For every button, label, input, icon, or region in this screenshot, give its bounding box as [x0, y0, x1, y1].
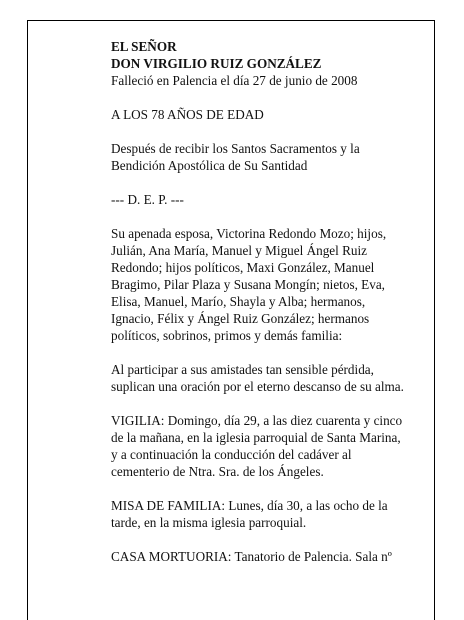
family-line: políticos, sobrinos, primos y demás familia:	[111, 328, 343, 343]
family-line: Redondo; hijos políticos, Maxi González, Manuel	[111, 260, 375, 275]
family-line: Su apenada esposa, Victorina Redondo Mozo; hijos,	[111, 226, 387, 241]
mass-line: MISA DE FAMILIA: Lunes, día 30, a las ocho de la	[111, 498, 388, 513]
family-line: Bragimo, Pilar Plaza y Susana Mongín; nietos, Eva,	[111, 277, 385, 292]
sacraments-line: Bendición Apostólica de Su Santidad	[111, 158, 308, 173]
deceased-name: DON VIRGILIO RUIZ GONZÁLEZ	[111, 56, 322, 71]
vigil-line: de la mañana, en la iglesia parroquial de Santa Marina,	[111, 430, 401, 445]
family-line: Ignacio, Félix y Ángel Ruiz González; hermanos	[111, 311, 370, 326]
vigil-line: cementerio de Ntra. Sra. de los Ángeles.	[111, 464, 324, 479]
family-line: Elisa, Manuel, Marío, Shayla y Alba; hermanos,	[111, 294, 366, 309]
age-line: A LOS 78 AÑOS DE EDAD	[111, 107, 264, 122]
vigil-line: VIGILIA: Domingo, día 29, a las diez cuarenta y cinco	[111, 413, 403, 428]
obituary-text	[111, 38, 421, 565]
vigil-line: y a continuación la conducción del cadáver al	[111, 447, 352, 462]
sacraments-line: Después de recibir los Santos Sacramentos y la	[111, 141, 360, 156]
request-line: suplican una oración por el eterno descanso de su alma.	[111, 379, 404, 394]
deceased-title: EL SEÑOR	[111, 39, 177, 54]
mass-line: tarde, en la misma iglesia parroquial.	[111, 515, 307, 530]
family-line: Julián, Ana María, Manuel y Miguel Ángel Ruiz	[111, 243, 368, 258]
funeral-home-line: CASA MORTUORIA: Tanatorio de Palencia. Sala nº	[111, 549, 392, 564]
dep-line: --- D. E. P. ---	[111, 192, 184, 207]
request-line: Al participar a sus amistades tan sensible pérdida,	[111, 362, 374, 377]
death-notice: Falleció en Palencia el día 27 de junio de 2008	[111, 73, 358, 88]
